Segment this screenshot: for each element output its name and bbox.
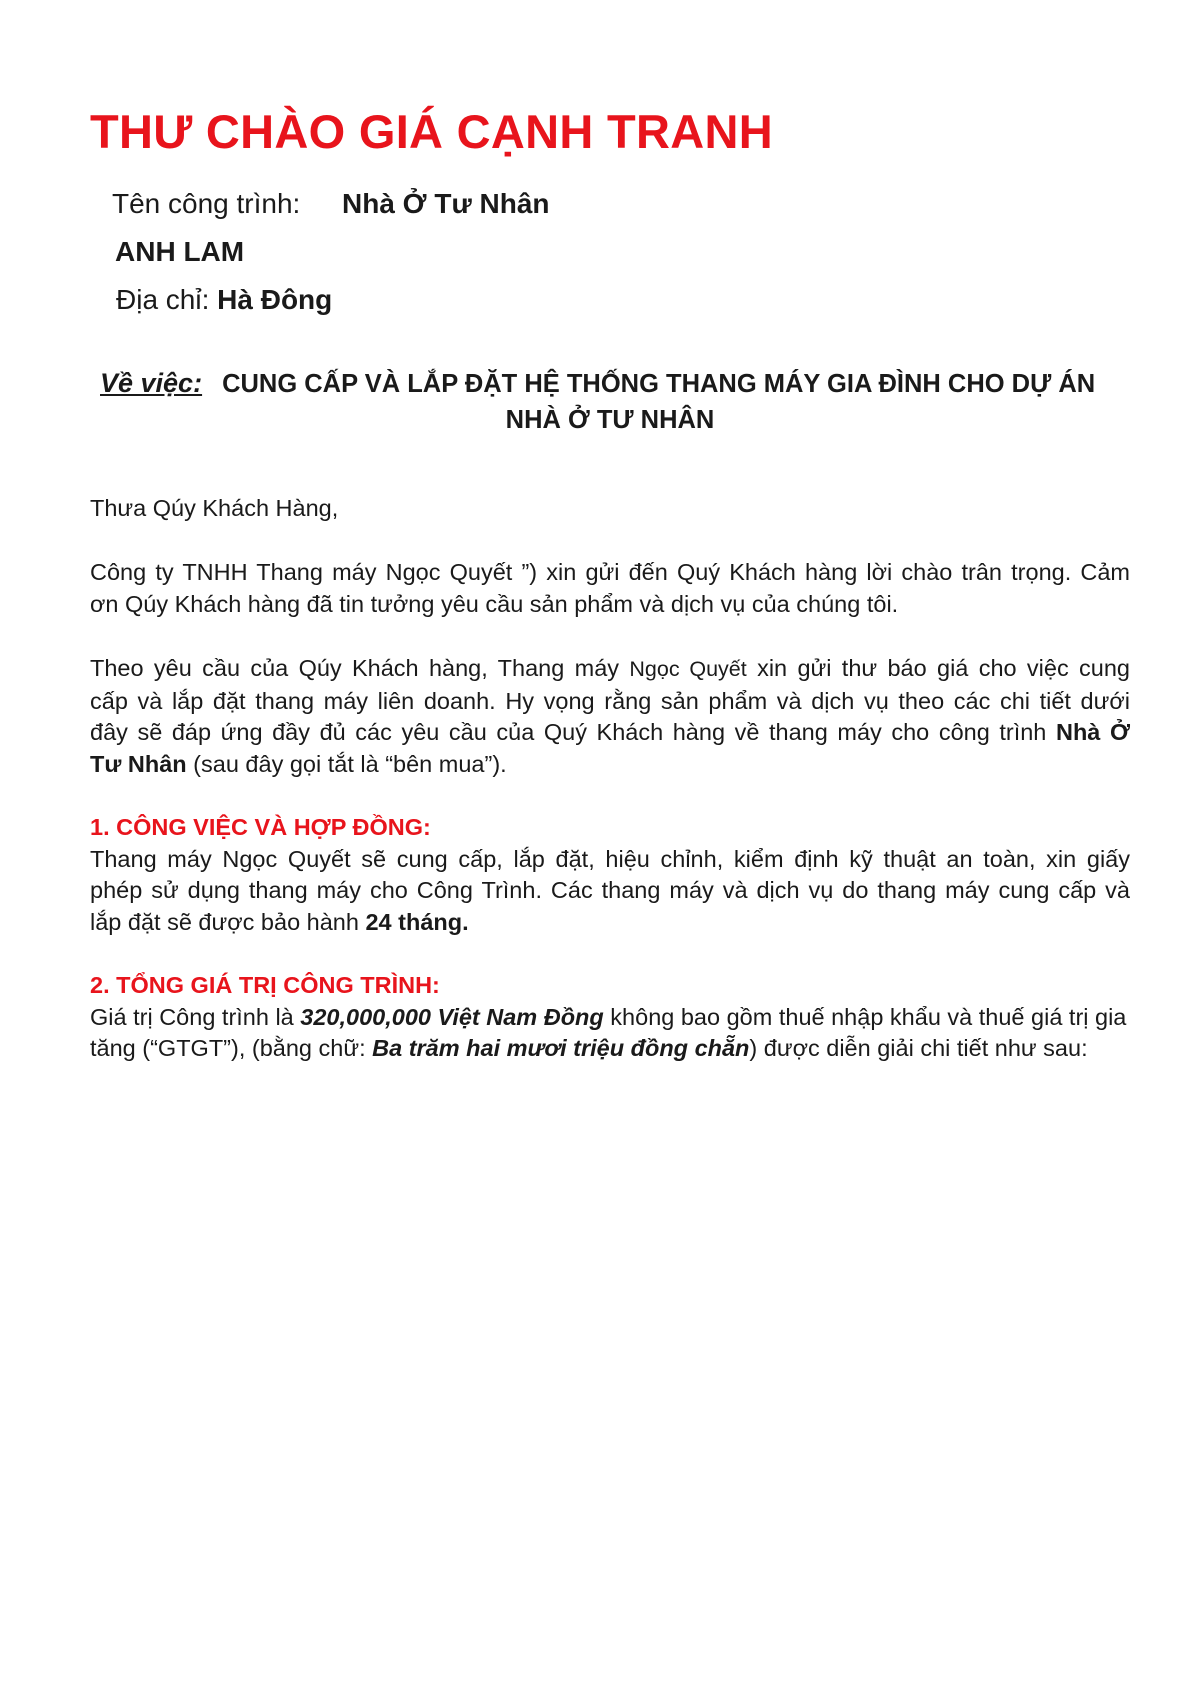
- section-1-line-2: phép sử dụng thang máy cho Công Trình. Các thang máy và dịch vụ do thang máy cung cấp và: [90, 877, 1130, 903]
- client-name: ANH LAM: [115, 236, 245, 267]
- subject-block: [90, 365, 1130, 438]
- request-line-4: [90, 749, 1130, 781]
- request-line-1: [90, 653, 1130, 686]
- section-2-line-2: [90, 1033, 1130, 1065]
- section-1: [90, 812, 1130, 938]
- section-2-text: ) được diễn giải chi tiết như sau:: [749, 1035, 1088, 1061]
- total-value: 320,000,000 Việt Nam Đồng: [300, 1003, 604, 1030]
- project-name-row: [112, 188, 550, 220]
- section-2: [90, 970, 1130, 1065]
- intro-line-2: ơn Qúy Khách hàng đã tin tưởng yêu cầu sản phẩm và dịch vụ của chúng tôi.: [90, 590, 899, 617]
- request-line-3: [90, 717, 1130, 749]
- section-2-text: không bao gồm thuế nhập khẩu và thuế giá trị gia: [603, 1003, 1127, 1030]
- request-paragraph: [90, 653, 1130, 780]
- total-value-words: Ba trăm hai mươi triệu đồng chẵn: [372, 1035, 750, 1061]
- request-line-2: cấp và lắp đặt thang máy liên doanh. Hy vọng rằng sản phẩm và dịch vụ theo các chi tiết dưới: [90, 687, 1130, 714]
- subject-text-1: CUNG CẤP VÀ LẮP ĐẶT HỆ THỐNG THANG MÁY GIA ĐÌNH CHO DỰ ÁN: [222, 370, 1096, 398]
- section-1-line-1: Thang máy Ngọc Quyết sẽ cung cấp, lắp đặt, hiệu chỉnh, kiểm định kỹ thuật an toàn, xin giấy: [90, 845, 1130, 872]
- intro-paragraph: [90, 557, 1130, 620]
- warranty-period: 24 tháng.: [365, 908, 469, 935]
- project-name-label: Tên công trình:: [112, 188, 301, 219]
- document-title: THƯ CHÀO GIÁ CẠNH TRANH: [90, 105, 773, 158]
- address-value: Hà Đông: [217, 284, 333, 315]
- section-2-line-1: [90, 1002, 1130, 1034]
- request-text: xin gửi thư báo giá cho việc cung: [746, 655, 1131, 681]
- request-text: Theo yêu cầu của Qúy Khách hàng, Thang máy: [90, 655, 630, 681]
- subject-line-2: NHÀ Ở TƯ NHÂN: [505, 406, 715, 434]
- address-label: Địa chỉ:: [116, 284, 210, 315]
- section-2-text: Giá trị Công trình là: [90, 1003, 301, 1030]
- greeting: Thưa Qúy Khách Hàng,: [90, 495, 339, 521]
- project-ref: Tư Nhân: [90, 750, 187, 777]
- subject-label: Về việc:: [100, 368, 203, 398]
- project-ref: Nhà Ở: [1055, 719, 1130, 745]
- section-1-text: lắp đặt sẽ được bảo hành: [90, 908, 366, 935]
- intro-line-1: Công ty TNHH Thang máy Ngọc Quyết ”) xin gửi đến Quý Khách hàng lời chào trân trọng. Cảm: [90, 559, 1130, 585]
- section-1-line-3: [90, 907, 1130, 939]
- section-2-text: tăng (“GTGT”), (bằng chữ:: [90, 1035, 373, 1061]
- request-text: đây sẽ đáp ứng đầy đủ các yêu cầu của Quý Khách hàng về thang máy cho công trình: [90, 719, 1056, 745]
- company-short-name: Ngọc Quyết: [629, 657, 747, 681]
- section-2-heading: 2. TỔNG GIÁ TRỊ CÔNG TRÌNH:: [90, 972, 440, 998]
- project-name-value: Nhà Ở Tư Nhân: [342, 188, 550, 219]
- subject-line-1: [90, 365, 1130, 402]
- address-row: [116, 284, 332, 316]
- request-text: (sau đây gọi tắt là “bên mua”).: [186, 750, 507, 777]
- section-1-heading: 1. CÔNG VIỆC VÀ HỢP ĐỒNG:: [90, 814, 431, 840]
